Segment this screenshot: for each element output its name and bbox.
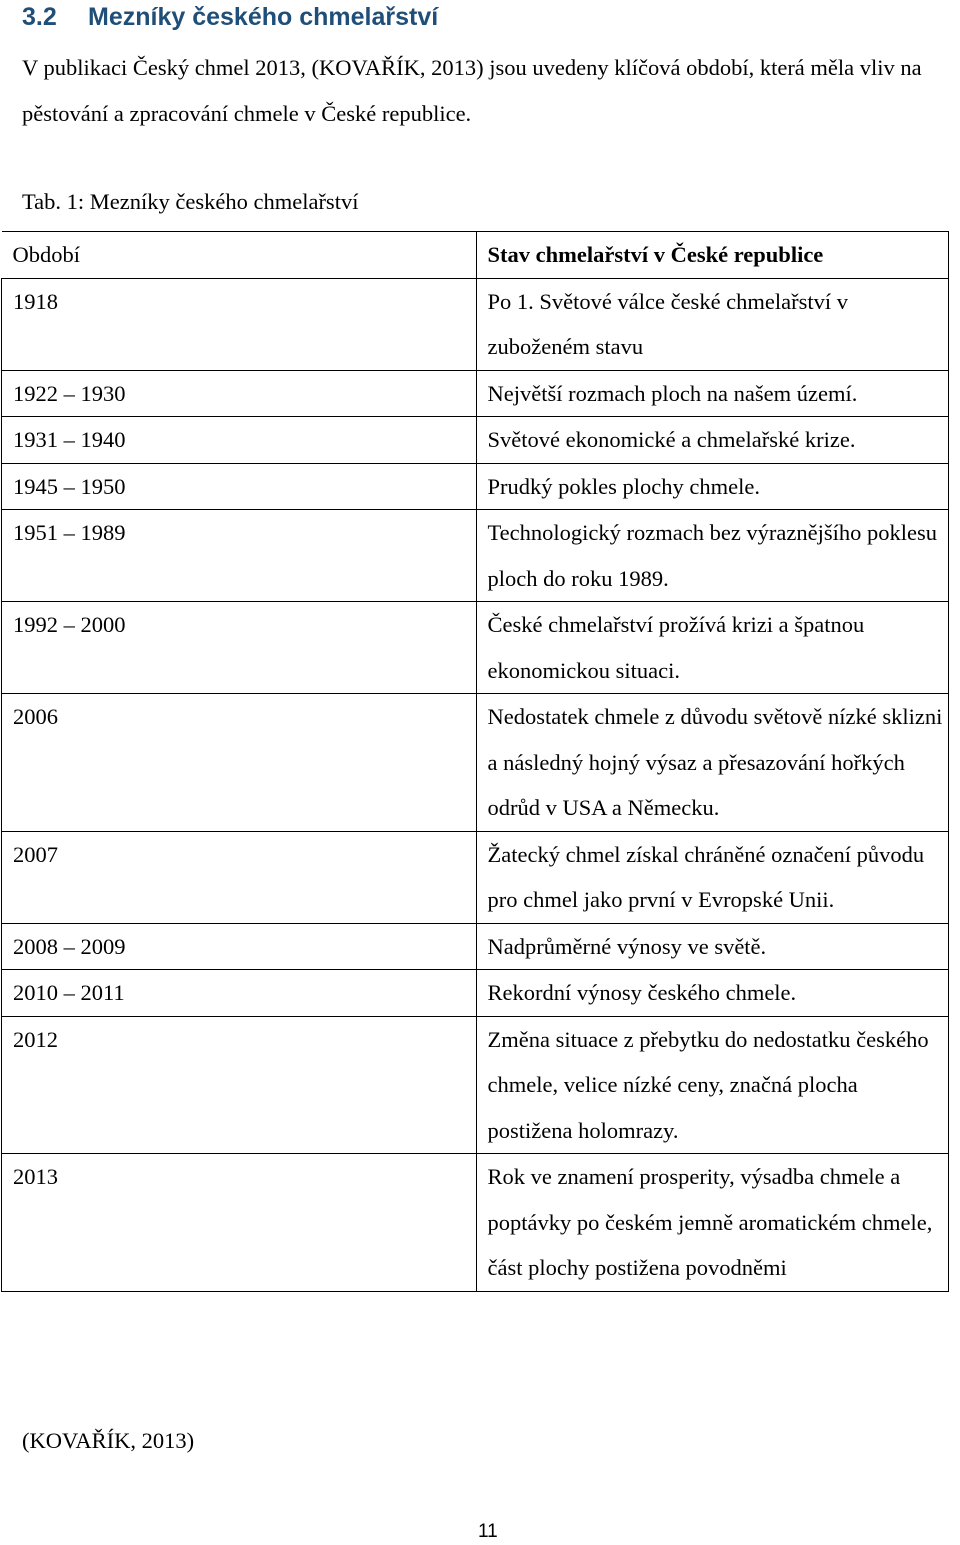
- row-status: Žatecký chmel získal chráněné označení původu pro chmel jako první v Evropské Unii.: [476, 831, 949, 923]
- row-status: Nedostatek chmele z důvodu světově nízké sklizni a následný hojný výsaz a přesazování hořkých odrůd v USA a Německu.: [476, 694, 949, 832]
- row-status: Největší rozmach ploch na našem území.: [476, 370, 949, 417]
- row-period: 2013: [2, 1154, 477, 1292]
- table-row: [2, 278, 949, 370]
- row-status: České chmelařství prožívá krizi a špatnou ekonomickou situaci.: [476, 602, 949, 694]
- table-caption: Tab. 1: Mezníky českého chmelařství: [22, 189, 359, 214]
- table-row: [2, 1154, 949, 1292]
- table-header-row: [2, 232, 949, 279]
- row-period: 2012: [2, 1016, 477, 1154]
- table-row: [2, 1016, 949, 1154]
- row-status: Rok ve znamení prosperity, výsadba chmele a poptávky po českém jemně aromatickém chmele, část plochy postižena povodněmi: [476, 1154, 949, 1292]
- row-period: 1918: [2, 278, 477, 370]
- row-period: 1951 – 1989: [2, 510, 477, 602]
- source-citation: (KOVAŘÍK, 2013): [22, 1428, 195, 1453]
- row-status: Nadprůměrné výnosy ve světě.: [476, 923, 949, 970]
- row-status: Prudký pokles plochy chmele.: [476, 463, 949, 510]
- row-status: Rekordní výnosy českého chmele.: [476, 970, 949, 1017]
- section-title: Mezníky českého chmelařství: [88, 3, 439, 31]
- table-row: [2, 923, 949, 970]
- row-period: 1945 – 1950: [2, 463, 477, 510]
- section-number: 3.2: [22, 3, 57, 31]
- header-status: Stav chmelařství v České republice: [476, 232, 949, 279]
- row-period: 1992 – 2000: [2, 602, 477, 694]
- table-row: [2, 970, 949, 1017]
- row-status: Technologický rozmach bez výraznějšího poklesu ploch do roku 1989.: [476, 510, 949, 602]
- row-period: 2010 – 2011: [2, 970, 477, 1017]
- row-status: Po 1. Světové válce české chmelařství v zuboženém stavu: [476, 278, 949, 370]
- table-row: [2, 694, 949, 832]
- intro-paragraph: V publikaci Český chmel 2013, (KOVAŘÍK, 2013) jsou uvedeny klíčová období, která měla vliv na pěstování a zpracování chmele v České republice.: [22, 55, 922, 126]
- section-heading: [22, 0, 438, 34]
- table-row: [2, 463, 949, 510]
- table-row: [2, 831, 949, 923]
- row-status: Změna situace z přebytku do nedostatku českého chmele, velice nízké ceny, značná plocha postižena holomrazy.: [476, 1016, 949, 1154]
- row-period: 2007: [2, 831, 477, 923]
- header-period: Období: [2, 232, 477, 279]
- row-period: 1922 – 1930: [2, 370, 477, 417]
- table-row: [2, 417, 949, 464]
- table-row: [2, 510, 949, 602]
- row-period: 1931 – 1940: [2, 417, 477, 464]
- table-row: [2, 602, 949, 694]
- row-period: 2008 – 2009: [2, 923, 477, 970]
- row-period: 2006: [2, 694, 477, 832]
- table-row: [2, 370, 949, 417]
- page-number: 11: [478, 1521, 498, 1542]
- row-status: Světové ekonomické a chmelařské krize.: [476, 417, 949, 464]
- milestones-table: [1, 231, 949, 1292]
